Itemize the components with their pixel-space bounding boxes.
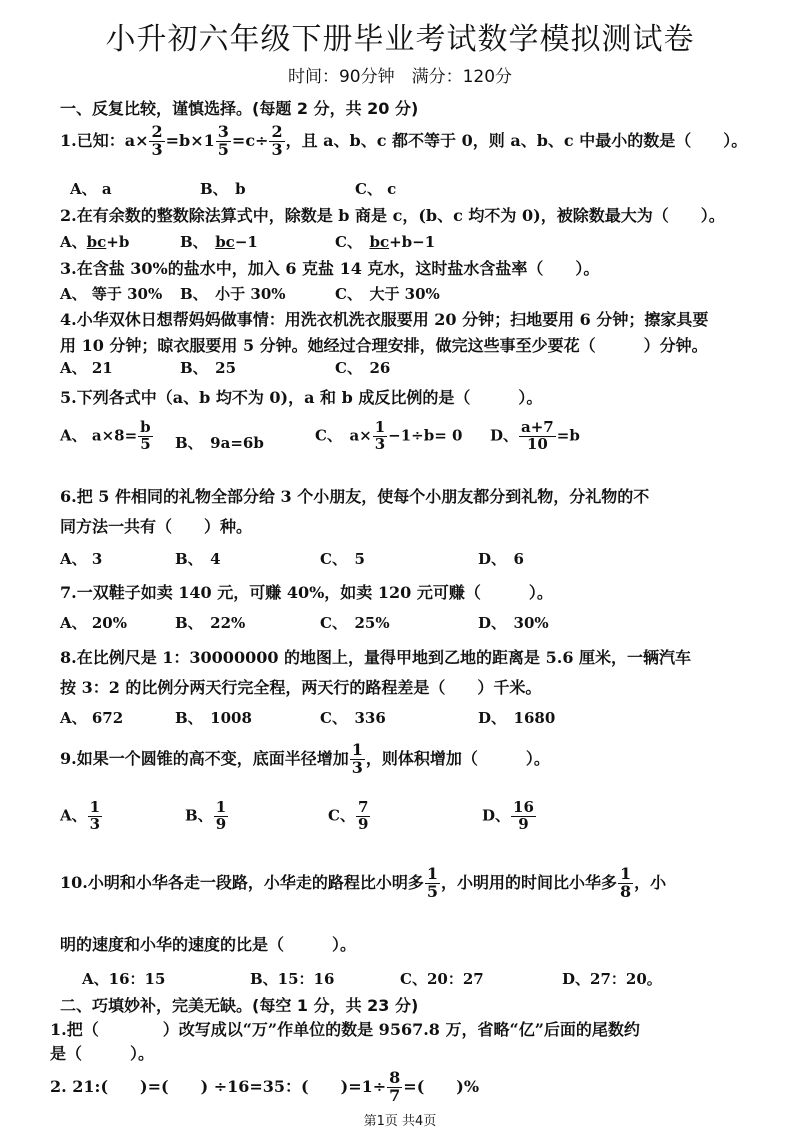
- q4-option-c: C、 26: [335, 359, 391, 377]
- question-8-line-2: 按 3：2 的比例分两天行完全程，两天行的路程差是（ ）千米。: [60, 678, 542, 697]
- q10-option-b: B、15：16: [250, 970, 335, 988]
- question-4-line-1: 4.小华双休日想帮妈妈做事情：用洗衣机洗衣服要用 20 分钟；扫地要用 6 分钟；擦家具要: [60, 310, 709, 329]
- page-number: 第1页 共4页: [363, 1114, 437, 1129]
- q8-option-a: A、 672: [60, 709, 124, 727]
- q4-option-a: A、 21: [60, 359, 113, 377]
- q9-option-b: B、 $\frac{1}{9}$: [185, 798, 227, 833]
- q6-option-b: B、 4: [175, 550, 221, 568]
- q10-option-d: D、27：20。: [562, 970, 662, 988]
- q10-option-c: C、20：27: [400, 970, 484, 988]
- q10-option-a: A、16：15: [82, 970, 166, 988]
- q7-option-c: C、 25%: [320, 614, 390, 632]
- page-title: 小升初六年级下册毕业考试数学模拟测试卷: [105, 22, 695, 57]
- section-2-heading: 二、巧填妙补，完美无缺。(每空 1 分，共 23 分): [60, 996, 419, 1015]
- q6-option-d: D、 6: [478, 550, 524, 568]
- q5-option-c: C、 a× $\frac{1}{3}$ −1÷b= 0: [315, 418, 463, 453]
- fill-question-1-line-2: 是（ ）。: [50, 1044, 155, 1063]
- q4-option-b: B、 25: [180, 359, 237, 377]
- fraction: $\frac{3}{5}$: [217, 122, 229, 159]
- q5-option-d: D、 $\frac{a+7}{10}$ =b: [490, 418, 580, 453]
- question-7: 7.一双鞋子如卖 140 元，可赚 40%，如卖 120 元可赚（ ）。: [60, 583, 553, 602]
- fill-question-2: 2. 21:( )=( ) ÷16=35：( )=1÷ $\frac{8}{7}$ =( )%: [50, 1068, 480, 1105]
- exam-info: 时间：90分钟 满分：120分: [287, 67, 513, 87]
- q5-option-b: B、 9a=6b: [175, 434, 264, 452]
- question-1: 1.已知：a× $\frac{2}{3}$ =b×1 $\frac{3}{5}$ =c÷ $\frac{2}{3}$ ，且 a、b、c 都不等于 0，则 a、b、c 中最小的数是（ ）。: [60, 122, 748, 159]
- question-2: 2.在有余数的整数除法算式中，除数是 b 商是 c，(b、c 均不为 0)，被除数最大为（ ）。: [60, 206, 725, 225]
- question-10-line-1: 10.小明和小华各走一段路，小华走的路程比小明多 $\frac{1}{5}$ ，小明用的时间比小华多 $\frac{1}{8}$ ，小: [60, 864, 667, 901]
- question-10-line-2: 明的速度和小华的速度的比是（ ）。: [60, 935, 357, 954]
- question-9: 9.如果一个圆锥的高不变，底面半径增加 $\frac{1}{3}$ ，则体积增加（ ）。: [60, 740, 550, 777]
- q3-option-a: A、 等于 30%: [60, 285, 163, 303]
- q7-option-a: A、 20%: [60, 614, 127, 632]
- fraction: $\frac{2}{3}$: [271, 122, 283, 159]
- q8-option-b: B、 1008: [175, 709, 252, 727]
- q2-option-b: B、 bc−1: [180, 233, 258, 251]
- question-6-line-2: 同方法一共有（ ）种。: [60, 517, 253, 536]
- q8-option-c: C、 336: [320, 709, 386, 727]
- section-1-heading: 一、反复比较，谨慎选择。(每题 2 分，共 20 分): [60, 99, 419, 118]
- q5-option-a: A、 a×8= $\frac{b}{5}$: [60, 418, 151, 453]
- q8-option-d: D、 1680: [478, 709, 556, 727]
- q7-option-d: D、 30%: [478, 614, 549, 632]
- question-6-line-1: 6.把 5 件相同的礼物全部分给 3 个小朋友，使每个小朋友都分到礼物，分礼物的不: [60, 487, 650, 506]
- question-4-line-2: 用 10 分钟；晾衣服要用 5 分钟。她经过合理安排，做完这些事至少要花（ ）分钟。: [60, 336, 708, 355]
- q2-option-c: C、 bc+b−1: [335, 233, 436, 251]
- question-3: 3.在含盐 30%的盐水中，加入 6 克盐 14 克水，这时盐水含盐率（ ）。: [60, 259, 600, 278]
- q6-option-c: C、 5: [320, 550, 365, 568]
- question-5: 5.下列各式中（a、b 均不为 0)，a 和 b 成反比例的是（ ）。: [60, 388, 543, 407]
- question-8-line-1: 8.在比例尺是 1：30000000 的地图上，量得甲地到乙地的距离是 5.6 厘米，一辆汽车: [60, 648, 692, 667]
- q3-option-b: B、 小于 30%: [180, 285, 286, 303]
- q9-option-c: C、 $\frac{7}{9}$: [328, 798, 369, 833]
- q6-option-a: A、 3: [60, 550, 103, 568]
- q1-option-a: A、 a: [70, 180, 112, 198]
- q3-option-c: C、 大于 30%: [335, 285, 440, 303]
- q1-option-b: B、 b: [200, 180, 246, 198]
- fraction: $\frac{2}{3}$: [151, 122, 163, 159]
- q7-option-b: B、 22%: [175, 614, 246, 632]
- q9-option-a: A、 $\frac{1}{3}$: [60, 798, 101, 833]
- q2-option-a: A、bc+b: [60, 233, 130, 251]
- q1-option-c: C、 c: [355, 180, 397, 198]
- fill-question-1-line-1: 1.把（ ）改写成以“万”作单位的数是 9567.8 万，省略“亿”后面的尾数约: [50, 1020, 640, 1039]
- q9-option-d: D、 $\frac{16}{9}$: [482, 798, 534, 833]
